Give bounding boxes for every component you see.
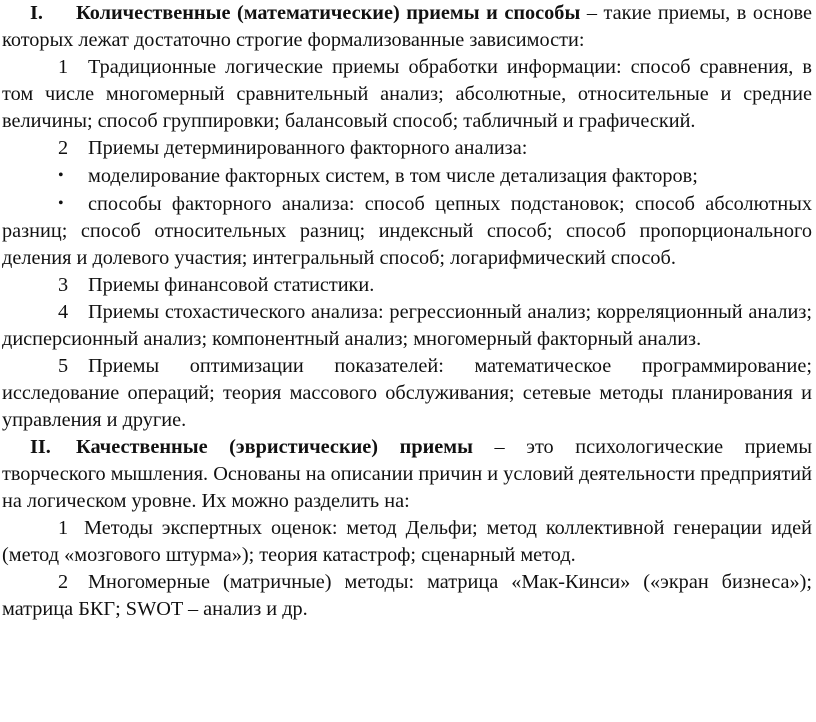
bullet-item xyxy=(2,162,812,190)
item-number: 2 xyxy=(58,137,69,159)
section-2-description: – это психологические приемы творческого мышления. Основаны на описании причин и условий деятельности предприятий на логическом уровне. Их можно разделить на: xyxy=(2,436,812,512)
list-item xyxy=(2,54,812,135)
list-item xyxy=(2,272,812,299)
bullet-icon: • xyxy=(58,195,64,212)
item-text: Приемы оптимизации показателей: математическое программирование; исследование операций; теория массового обслуживания; сетевые методы планирования и управления и другие. xyxy=(2,355,812,431)
list-item xyxy=(2,569,812,623)
list-item xyxy=(2,299,812,353)
item-text: Приемы детерминированного факторного анализа: xyxy=(88,137,528,159)
section-2-paragraph xyxy=(2,434,812,515)
list-item xyxy=(2,515,812,569)
section-2-number: II. xyxy=(30,436,51,458)
list-item xyxy=(2,135,812,162)
section-1-description: – такие приемы, в основе которых лежат достаточно строгие формализованные зависимости: xyxy=(2,2,812,51)
item-number: 4 xyxy=(58,301,69,323)
item-number: 1 xyxy=(58,56,69,78)
item-text: Приемы финансовой статистики. xyxy=(88,274,375,296)
section-1-paragraph xyxy=(2,0,812,54)
item-number: 2 xyxy=(58,571,69,593)
item-text: Методы экспертных оценок: метод Дельфи; метод коллективной генерации идей (метод «мозгового штурма»); теория катастроф; сценарный метод. xyxy=(2,517,812,566)
item-number: 1 xyxy=(58,517,69,539)
list-item xyxy=(2,353,812,434)
bullet-item xyxy=(2,190,812,272)
bullet-icon: • xyxy=(58,167,64,184)
section-1-number: I. xyxy=(30,2,43,24)
item-text: Приемы стохастического анализа: регрессионный анализ; корреляционный анализ; дисперсионный анализ; компонентный анализ; многомерный факторный анализ. xyxy=(2,301,812,350)
bullet-text: моделирование факторных систем, в том числе детализация факторов; xyxy=(88,165,698,187)
section-2-title: Качественные (эвристические) приемы xyxy=(76,436,473,458)
item-number: 3 xyxy=(58,274,69,296)
item-number: 5 xyxy=(58,355,69,377)
item-text: Традиционные логические приемы обработки информации: способ сравнения, в том числе многомерный сравнительный анализ; абсолютные, относительные и средние величины; способ группировки; балансовый способ; табличный и графический. xyxy=(2,56,812,132)
section-1-title: Количественные (математические) приемы и способы xyxy=(76,2,581,24)
item-text: Многомерные (матричные) методы: матрица «Мак-Кинси» («экран бизнеса»); матрица БКГ; SWOT – анализ и др. xyxy=(2,571,812,620)
bullet-text: способы факторного анализа: способ цепных подстановок; способ абсолютных разниц; способ относительных разниц; индексный способ; способ пропорционального деления и долевого участия; интегральный способ; логарифмический способ. xyxy=(2,193,812,269)
